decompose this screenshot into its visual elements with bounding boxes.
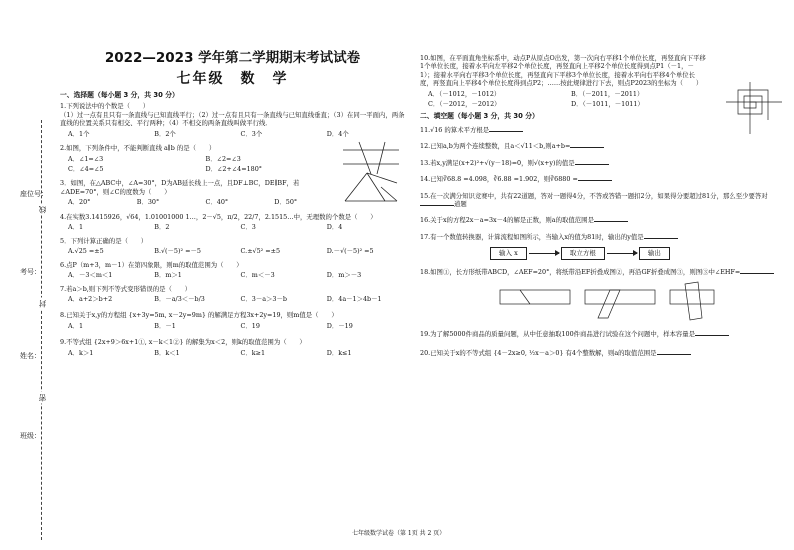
question-12 bbox=[420, 142, 786, 150]
option-a[interactable]: A．1个 bbox=[68, 129, 90, 138]
option-d[interactable]: D．－19 bbox=[326, 321, 353, 330]
option-a[interactable]: A．a+2＞b+2 bbox=[68, 294, 113, 303]
seal-line bbox=[41, 120, 42, 540]
question-4 bbox=[60, 213, 405, 232]
question-text: 11.√16 的算术平方根是 bbox=[420, 125, 490, 134]
question-stem: 7.若a＞b,则下列不等式变形错误的是（ ） bbox=[60, 284, 192, 293]
question-text: 13.若x,y满足(x+2)²+√(y－18)=0，则√(x+y)的值是 bbox=[420, 158, 575, 167]
class-label: 班级： bbox=[20, 432, 41, 440]
option-a[interactable]: A．∠1=∠3 bbox=[68, 154, 104, 163]
answer-blank[interactable] bbox=[594, 216, 628, 222]
right-column bbox=[420, 52, 786, 357]
option-c[interactable]: C．m＜－3 bbox=[240, 271, 275, 280]
question-stem: 1.下列说法中的个数是（ ） bbox=[60, 102, 150, 111]
option-b[interactable]: B．－1 bbox=[154, 321, 176, 330]
question-14 bbox=[420, 175, 786, 183]
question-13 bbox=[420, 159, 786, 167]
option-d[interactable]: D．50° bbox=[274, 198, 298, 207]
question-16 bbox=[420, 216, 786, 224]
question-20 bbox=[420, 349, 786, 357]
section1-header: 一、选择题（每小题 3 分，共 30 分） bbox=[60, 91, 179, 100]
option-a[interactable]: A．（－1012，－1012） bbox=[428, 89, 501, 98]
option-b[interactable]: B．∠2=∠3 bbox=[205, 154, 241, 163]
question-extra: （1）过一点有且只有一条直线与已知直线平行；（2）过一点有且只有一条直线与已知直线垂直；（3）在同一平面内，两条直线的位置关系只有相交、平行两种；（4）不相交的两条直线叫做平行线． bbox=[60, 110, 405, 128]
options bbox=[420, 100, 706, 108]
options bbox=[60, 198, 335, 206]
option-b[interactable]: B．30° bbox=[136, 198, 160, 207]
option-c[interactable]: C．3 bbox=[240, 223, 256, 232]
option-d[interactable]: D．4 bbox=[326, 223, 343, 232]
option-b[interactable]: B．m＞1 bbox=[154, 271, 182, 280]
question-18 bbox=[420, 268, 786, 324]
options bbox=[60, 322, 405, 330]
question-stem: 10.如图，在平面直角坐标系中，动点P从原点O出发，第一次向右平移1个单位长度，再竖直向下平移1个单位长度，接着水平向左平移2个单位长度，再竖直向上平移2个单位长度得到点P1（－1，－1）；接着水平向右平移3个单位长度，再竖直向下平移3个单位长度，接着水平向右平移4个单位长度，再竖直向上平移4个单位长度得到点P2；……按此规律进行下去，则点P2023的坐标为（ ） bbox=[420, 54, 706, 88]
options bbox=[60, 155, 335, 163]
option-d[interactable]: D．k≤1 bbox=[326, 348, 352, 357]
seal-char-seal: 封 bbox=[38, 300, 47, 308]
answer-blank[interactable] bbox=[695, 330, 729, 336]
answer-blank[interactable] bbox=[489, 126, 523, 132]
question-text: 14.已知∛68.8 =4.098，∛6.88 =1.902，则∛6880 = bbox=[420, 175, 578, 184]
option-c[interactable]: C．k≥1 bbox=[240, 348, 266, 357]
option-b[interactable]: B．2 bbox=[154, 223, 170, 232]
question-text: 16.关于x的方程2x－a=3x－4的解是正数，则a的取值范围是 bbox=[420, 216, 594, 225]
question-stem: 8.已知关于x,y的方程组 {x+3y=5m, x－2y=9m} 的解满足方程3x+2y=19，则m值是（ ） bbox=[60, 311, 338, 320]
option-a[interactable]: A．k＞1 bbox=[68, 348, 94, 357]
answer-blank[interactable] bbox=[570, 142, 604, 148]
question-text: 12.已知a,b为两个连续整数，且a＜√11＜b,则a+b= bbox=[420, 142, 571, 151]
flow-output-box: 输出 bbox=[639, 247, 670, 260]
option-d[interactable]: D.－√(－5)² =5 bbox=[326, 247, 374, 256]
option-c[interactable]: C．∠4=∠5 bbox=[68, 164, 104, 173]
option-b[interactable]: B．－a/3＜－b/3 bbox=[154, 294, 205, 303]
page-footer: 七年级数学试卷（第 1页 共 2 页） bbox=[352, 530, 446, 537]
question-stem: 9.不等式组 {2x+9＞6x+1①, x－k＜1②} 的解集为x＜2，则k的取值范围为（ ） bbox=[60, 338, 306, 347]
flow-input-box: 输入 x bbox=[490, 247, 527, 260]
seat-label: 座位号： bbox=[20, 190, 48, 198]
question-suffix: 道题 bbox=[454, 199, 467, 208]
option-b[interactable]: B.√(－5)² =－5 bbox=[154, 247, 201, 256]
question-15 bbox=[420, 192, 786, 209]
question-5 bbox=[60, 237, 405, 256]
options bbox=[60, 130, 405, 138]
options bbox=[60, 165, 335, 173]
option-b[interactable]: B．（－2011，－2011） bbox=[571, 89, 644, 98]
question-text: 19.为了解5000件商品的质量问题，从中任意抽取100件商品进行试验在这个问题中，样本容量是 bbox=[420, 330, 696, 339]
question-stem: 3．如图，在△ABC中，∠A=30°，D为AB延长线上一点，且DF⊥BC，DE∥BF，若∠ADE=70°，则∠C的度数为（ ） bbox=[60, 179, 300, 196]
left-column bbox=[60, 50, 405, 357]
seal-char-secret: 密 bbox=[38, 394, 47, 402]
question-7 bbox=[60, 285, 405, 304]
flow-cube-root-box: 取立方根 bbox=[561, 247, 605, 260]
option-a[interactable]: A．1 bbox=[68, 321, 84, 330]
option-c[interactable]: C.±√5² =±5 bbox=[240, 247, 281, 256]
question-text: 20.已知关于x的不等式组 {4－2x≥0, ½x－a＞0} 有4个整数解，则a的取值范围是 bbox=[420, 348, 657, 357]
options bbox=[60, 271, 405, 279]
triangle-figure bbox=[341, 169, 401, 205]
option-a[interactable]: A．－3＜m＜1 bbox=[68, 271, 113, 280]
option-b[interactable]: B．2个 bbox=[154, 129, 176, 138]
name-label: 姓名： bbox=[20, 352, 41, 360]
option-c[interactable]: C．19 bbox=[240, 321, 260, 330]
binding-margin bbox=[0, 0, 58, 550]
question-stem: 5．下列计算正确的是（ ） bbox=[60, 236, 148, 245]
answer-blank[interactable] bbox=[657, 349, 691, 355]
seal-char-line: 线 bbox=[38, 206, 47, 214]
question-1 bbox=[60, 102, 405, 138]
answer-blank[interactable] bbox=[578, 175, 612, 181]
options bbox=[420, 90, 706, 98]
options bbox=[60, 295, 405, 303]
answer-blank[interactable] bbox=[420, 200, 454, 206]
option-d[interactable]: D．4a－1＞4b－1 bbox=[326, 294, 382, 303]
options bbox=[60, 223, 405, 231]
flow-arrow bbox=[607, 253, 637, 254]
option-c[interactable]: C．3－a＞3－b bbox=[240, 294, 287, 303]
question-3 bbox=[60, 179, 405, 206]
exam-subtitle: 七年级 数 学 bbox=[176, 70, 289, 87]
folded-strip-figures bbox=[490, 280, 720, 324]
option-c[interactable]: C．40° bbox=[205, 198, 229, 207]
option-b[interactable]: B．k＜1 bbox=[154, 348, 180, 357]
answer-blank[interactable] bbox=[644, 233, 678, 239]
answer-blank[interactable] bbox=[575, 159, 609, 165]
question-stem: 4.在实数3.1415926，√64，1.01001000 1…，2－√5，π/2，22/7，2.1515…中，无理数的个数是（ ） bbox=[60, 212, 377, 221]
option-a[interactable]: A.√25 =±5 bbox=[68, 247, 104, 256]
question-17 bbox=[420, 233, 786, 260]
option-d[interactable]: D．4个 bbox=[326, 129, 349, 138]
question-9 bbox=[60, 338, 405, 357]
question-text: 18.如图①，长方形纸带ABCD，∠AEF=20°，将纸带沿EF折叠成图②，再沿GF折叠成图③，则图③中∠EHF= bbox=[420, 267, 741, 276]
flow-arrow bbox=[529, 253, 559, 254]
exam-no-label: 考号： bbox=[20, 268, 41, 276]
option-c[interactable]: C．（－2012，－2012） bbox=[428, 100, 501, 109]
option-d[interactable]: D．（－1011，－1011） bbox=[571, 100, 644, 109]
answer-blank[interactable] bbox=[740, 268, 774, 274]
option-c[interactable]: C．3个 bbox=[240, 129, 263, 138]
question-stem: 2.如图，下列条件中，不能判断直线 a∥b 的是（ ） bbox=[60, 144, 216, 153]
question-text: 17.有一个数值转换器，计算流程如图所示，当输入x的值为81时，输出的y值是 bbox=[420, 232, 644, 241]
question-19 bbox=[420, 330, 786, 338]
options bbox=[60, 247, 405, 255]
section2-header: 二、填空题（每小题 3 分，共 30 分） bbox=[420, 111, 539, 120]
option-a[interactable]: A．1 bbox=[68, 223, 84, 232]
exam-title: 2022—2023 学年第二学期期末考试试卷 bbox=[104, 50, 361, 66]
option-d[interactable]: D．∠2+∠4=180° bbox=[205, 164, 262, 173]
question-8 bbox=[60, 311, 405, 330]
question-text: 15.在一次满分知识竞赛中，共有22道题，答对一题得4分，不答或答错一题扣2分，如果得分要超过81分，那么至少要答对 bbox=[420, 191, 768, 200]
question-10 bbox=[420, 54, 786, 109]
question-stem: 6.点P（m+3，m－1）在第四象限，则m的取值范围为（ ） bbox=[60, 260, 243, 269]
coordinate-spiral-figure bbox=[724, 80, 784, 136]
option-a[interactable]: A．20° bbox=[68, 198, 91, 207]
question-6 bbox=[60, 261, 405, 280]
options bbox=[60, 349, 405, 357]
flow-diagram bbox=[420, 247, 786, 260]
option-d[interactable]: D．m＞－3 bbox=[326, 271, 362, 280]
